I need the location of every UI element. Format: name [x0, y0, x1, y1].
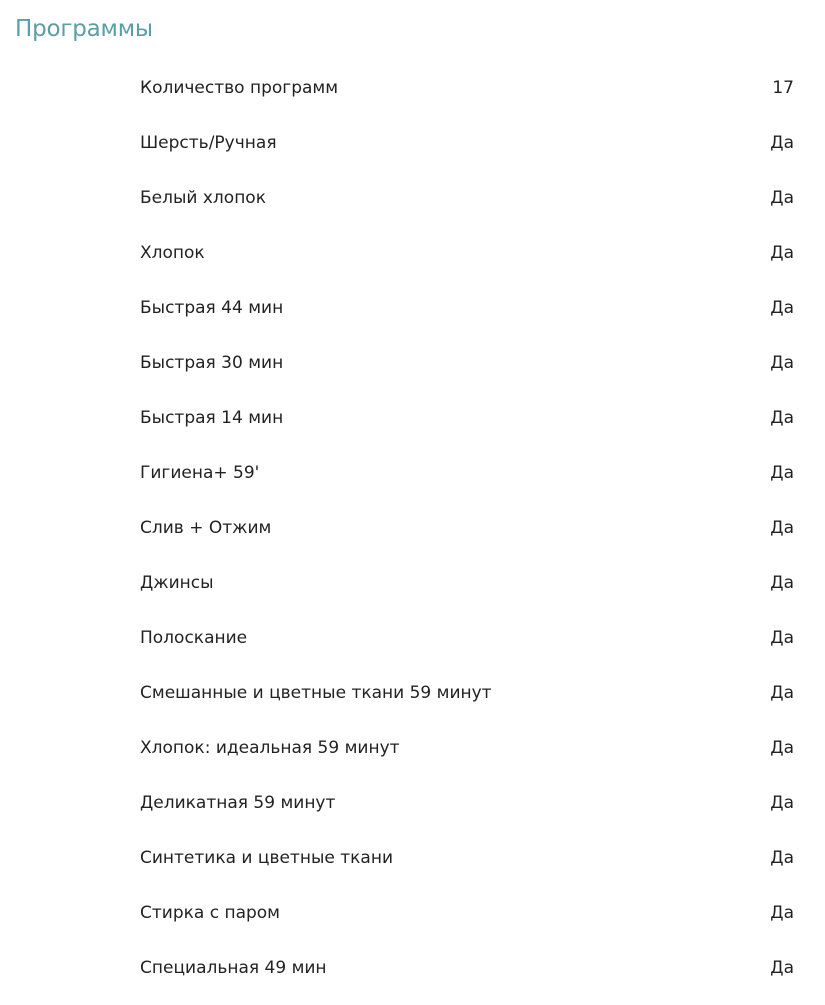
spec-label: Деликатная 59 минут: [140, 792, 336, 813]
spec-row: [140, 280, 794, 335]
spec-row: [140, 720, 794, 775]
spec-value: Да: [770, 297, 794, 318]
section-title: Программы: [15, 16, 153, 42]
spec-value: Да: [770, 352, 794, 373]
spec-label: Стирка с паром: [140, 902, 281, 923]
spec-value: Да: [770, 187, 794, 208]
spec-label: Белый хлопок: [140, 187, 266, 208]
spec-label: Специальная 49 мин: [140, 957, 327, 978]
spec-value: Да: [770, 517, 794, 538]
spec-value: Да: [770, 957, 794, 978]
spec-row: [140, 500, 794, 555]
spec-row: [140, 940, 794, 995]
spec-label: Синтетика и цветные ткани: [140, 847, 393, 868]
spec-row: [140, 555, 794, 610]
spec-row: [140, 665, 794, 720]
spec-row: [140, 610, 794, 665]
spec-value: Да: [770, 407, 794, 428]
spec-label: Шерсть/Ручная: [140, 132, 277, 153]
spec-label: Хлопок: идеальная 59 минут: [140, 737, 400, 758]
spec-value: Да: [770, 242, 794, 263]
spec-value: Да: [770, 737, 794, 758]
spec-row: [140, 335, 794, 390]
spec-label: Быстрая 14 мин: [140, 407, 284, 428]
spec-label: Гигиена+ 59': [140, 462, 260, 483]
spec-row: [140, 115, 794, 170]
spec-value: Да: [770, 132, 794, 153]
spec-row: [140, 775, 794, 830]
spec-label: Быстрая 44 мин: [140, 297, 284, 318]
spec-value: 17: [772, 77, 794, 98]
spec-label: Смешанные и цветные ткани 59 минут: [140, 682, 492, 703]
spec-value: Да: [770, 627, 794, 648]
spec-value: Да: [770, 682, 794, 703]
spec-row: [140, 170, 794, 225]
spec-row: [140, 885, 794, 940]
spec-value: Да: [770, 902, 794, 923]
spec-label: Быстрая 30 мин: [140, 352, 284, 373]
spec-row: [140, 830, 794, 885]
spec-row: [140, 445, 794, 500]
spec-row: [140, 225, 794, 280]
spec-row: [140, 390, 794, 445]
spec-label: Джинсы: [140, 572, 214, 593]
spec-label: Количество программ: [140, 77, 339, 98]
spec-value: Да: [770, 792, 794, 813]
spec-list: [140, 60, 794, 995]
spec-label: Хлопок: [140, 242, 205, 263]
spec-label: Полоскание: [140, 627, 248, 648]
spec-value: Да: [770, 462, 794, 483]
spec-label: Слив + Отжим: [140, 517, 272, 538]
spec-value: Да: [770, 572, 794, 593]
spec-value: Да: [770, 847, 794, 868]
spec-row-program-count: [140, 60, 794, 115]
